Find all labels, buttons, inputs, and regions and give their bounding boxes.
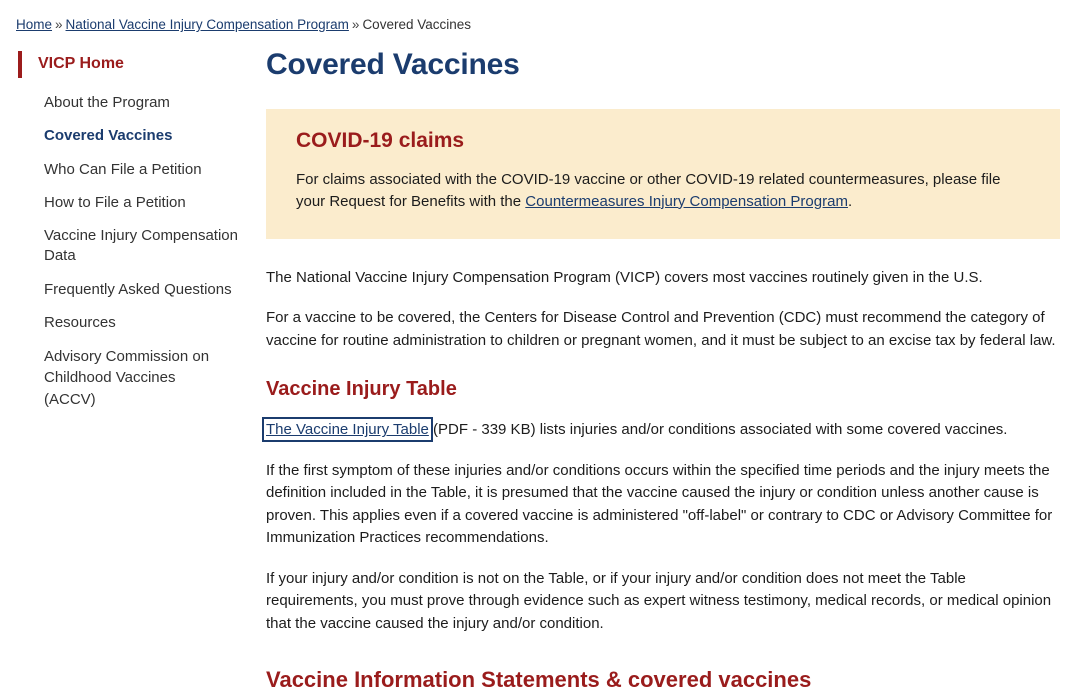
sidebar-item-vicp-home[interactable]: VICP Home [18, 51, 266, 78]
intro-paragraph-2: For a vaccine to be covered, the Centers for Disease Control and Prevention (CDC) must recommend the category of vaccine for routine administration to children or pregnant women, and it must be subject to an excise tax by federal law. [266, 309, 1056, 349]
callout-text-before: For claims associated with the COVID-19 vaccine or other COVID-19 related countermeasures, please file your Request for Benefits with the [296, 170, 1001, 210]
breadcrumb-link-program[interactable]: National Vaccine Injury Compensation Program [65, 17, 349, 32]
callout-text-after: . [847, 192, 853, 210]
vaccine-injury-table-link-suffix: (PDF - 339 KB) lists injuries and/or conditions associated with some covered vaccines. [428, 421, 1008, 439]
vaccine-injury-table-paragraph [266, 419, 1060, 442]
covid-callout [266, 109, 1060, 239]
sidebar-item-who-can-file-a-petition[interactable]: Who Can File a Petition [44, 160, 202, 178]
callout-text [296, 169, 1006, 213]
sidebar-item-advisory-commission-accv[interactable]: Advisory Commission on Childhood Vaccines (ACCV) [44, 348, 210, 408]
sidebar-item-frequently-asked-questions[interactable]: Frequently Asked Questions [44, 280, 232, 298]
countermeasures-program-link[interactable]: Countermeasures Injury Compensation Program [525, 192, 848, 210]
main-content [266, 42, 1076, 693]
content-wrapper [0, 32, 1076, 693]
breadcrumb-separator-1: » [55, 17, 63, 32]
table-explanation-paragraph: If the first symptom of these injuries and/or conditions occurs within the specified time periods and the injury meets the definition included in the Table, it is presumed that the vaccine caused the injury or condition unless another cause is proven. This applies even if a covered vaccine is administered "off-label" or contrary to CDC or Advisory Committee for Immunization Practices recommendations. [266, 461, 1053, 547]
breadcrumb-separator-2: » [351, 17, 360, 32]
callout-heading: COVID-19 claims [296, 128, 465, 152]
sidebar-item-how-to-file-a-petition[interactable]: How to File a Petition [44, 193, 186, 211]
breadcrumb-current: Covered Vaccines [362, 17, 471, 32]
sidebar-item-covered-vaccines[interactable]: Covered Vaccines [44, 127, 173, 145]
sidebar-item-resources[interactable]: Resources [44, 313, 116, 331]
sidebar-item-vaccine-injury-compensation-data[interactable]: Vaccine Injury Compensation Data [44, 227, 238, 265]
not-on-table-paragraph: If your injury and/or condition is not on the Table, or if your injury and/or condition does not meet the Table requirements, you must prove through evidence such as expert witness testimony, medical records, or medical opinion that the vaccine caused the injury and/or condition. [266, 569, 1052, 632]
intro-paragraph-1: The National Vaccine Injury Compensation Program (VICP) covers most vaccines routinely given in the U.S. [266, 268, 983, 286]
page-title: Covered Vaccines [266, 48, 520, 81]
sidebar-item-about-the-program[interactable]: About the Program [44, 94, 170, 112]
breadcrumb-link-home[interactable]: Home [16, 17, 53, 32]
breadcrumb [0, 0, 1076, 32]
vaccine-injury-table-heading: Vaccine Injury Table [266, 378, 457, 401]
sidebar-nav [0, 42, 266, 416]
vis-covered-vaccines-heading: Vaccine Information Statements & covered vaccines [266, 667, 812, 693]
vaccine-injury-table-link[interactable]: The Vaccine Injury Table [266, 421, 429, 439]
